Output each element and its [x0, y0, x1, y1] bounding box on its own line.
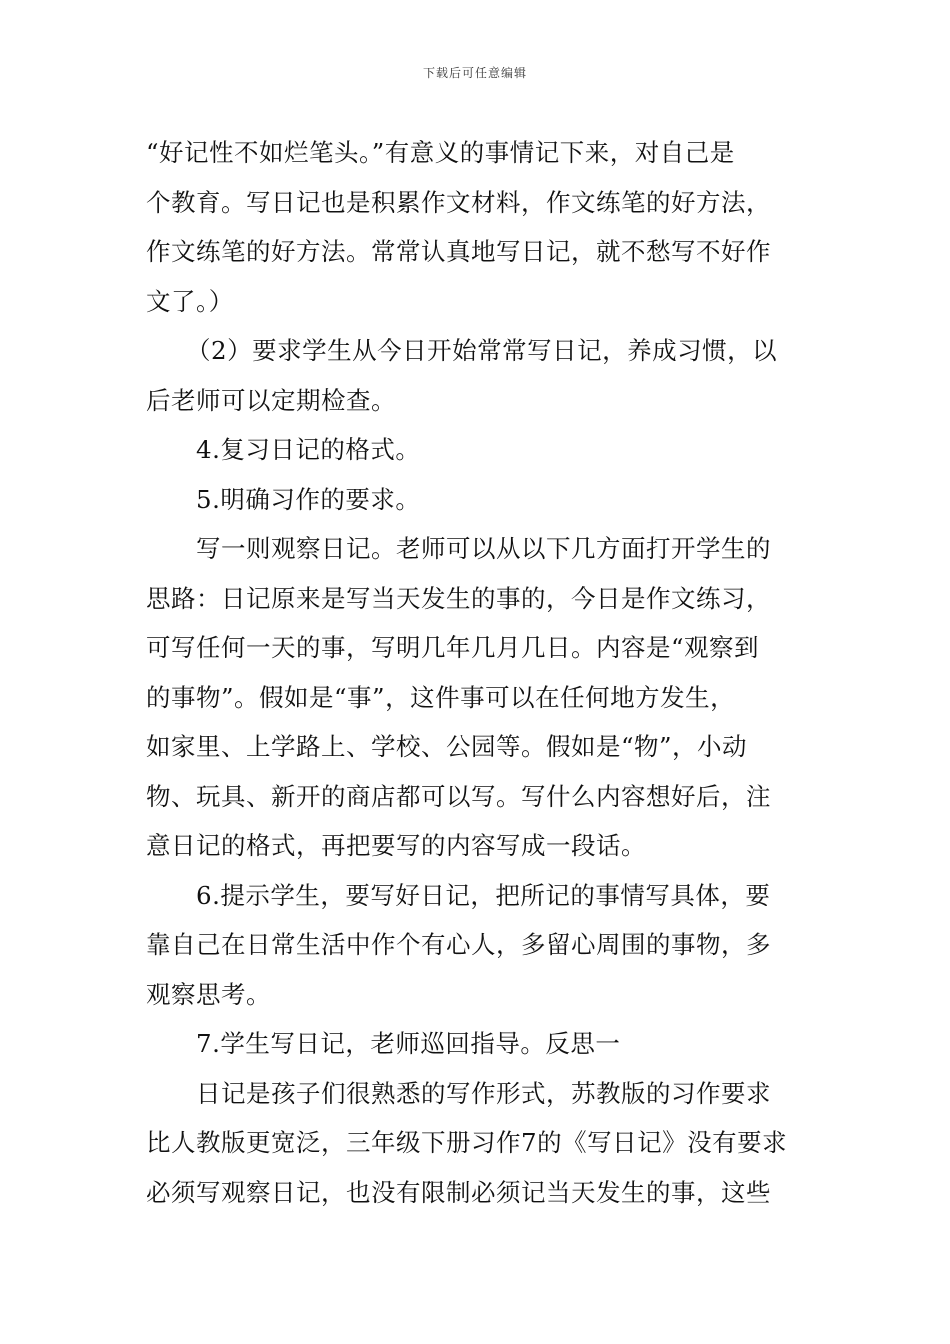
- text-line: 写一则观察日记。老师可以从以下几方面打开学生的: [196, 534, 771, 563]
- text-line: 文了。）: [146, 286, 234, 316]
- text-line: “好记性不如烂笔头。”有意义的事情记下来，对自己是: [146, 138, 735, 167]
- text-line: 日记是孩子们很熟悉的写作形式，苏教版的习作要求: [196, 1078, 771, 1108]
- text-line: 物、玩具、新开的商店都可以写。写什么内容想好后，注: [146, 781, 771, 811]
- text-line: 作文练笔的好方法。常常认真地写日记，就不愁写不好作: [146, 237, 771, 266]
- text-line: 观察思考。: [146, 979, 271, 1009]
- text-line: 意日记的格式，再把要写的内容写成一段话。: [146, 831, 646, 860]
- text-line: 4.复习日记的格式。: [196, 435, 421, 464]
- text-line: 7.学生写日记，老师巡回指导。反思一: [196, 1029, 621, 1058]
- text-line: 必须写观察日记，也没有限制必须记当天发生的事，这些: [146, 1177, 771, 1207]
- text-line: 如家里、上学路上、学校、公园等。假如是“物”，小动: [146, 732, 748, 761]
- text-line: 可写任何一天的事，写明几年几月几日。内容是“观察到: [146, 633, 760, 662]
- text-line: 个教育。写日记也是积累作文材料，作文练笔的好方法，: [146, 187, 771, 217]
- text-line: 比人教版更宽泛，三年级下册习作7的《写日记》没有要求: [146, 1128, 788, 1157]
- document-body: [146, 128, 806, 1217]
- text-line: 的事物”。假如是“事”，这件事可以在任何地方发生，: [146, 682, 736, 712]
- text-line: 6.提示学生，要写好日记，把所记的事情写具体，要: [196, 880, 771, 910]
- text-line: （2）要求学生从今日开始常常写日记，养成习惯，以: [186, 336, 778, 365]
- text-line: 后老师可以定期检查。: [146, 385, 396, 415]
- text-line: 5.明确习作的要求。: [196, 484, 421, 514]
- page-header: 下载后可任意编辑: [422, 66, 527, 80]
- text-line: 思路：日记原来是写当天发生的事的，今日是作文练习，: [146, 583, 771, 613]
- text-line: 靠自己在日常生活中作个有心人，多留心周围的事物，多: [146, 930, 771, 959]
